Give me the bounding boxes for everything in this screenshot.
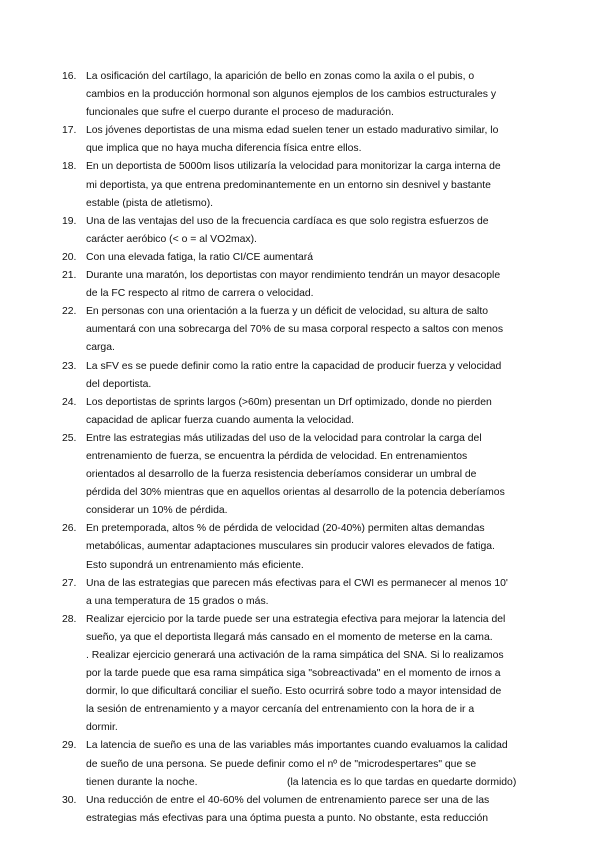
list-item (62, 792, 532, 828)
text-line: Esto supondrá un entrenamiento más eficiente. (86, 559, 304, 571)
item-number: 20. (62, 251, 77, 263)
list-item (62, 575, 532, 611)
text-line: En pretemporada, altos % de pérdida de velocidad (20-40%) permiten altas demandas (86, 523, 485, 535)
text-line: funcionales que sufre el cuerpo durante el proceso de maduración. (86, 107, 394, 119)
question-list (62, 68, 532, 828)
list-item (62, 358, 532, 394)
item-number: 17. (62, 125, 77, 137)
item-text (86, 213, 532, 249)
item-number: 27. (62, 577, 77, 589)
item-number: 19. (62, 215, 77, 227)
text-line: . Realizar ejercicio generará una activación de la rama simpática del SNA. Si lo realizamos (86, 650, 504, 661)
text-line: Realizar ejercicio por la tarde puede ser una estrategia efectiva para mejorar la latencia del (86, 613, 506, 625)
text-line: que implica que no haya mucha diferencia física entre ellos. (86, 143, 362, 155)
item-text (86, 249, 532, 267)
list-item (62, 122, 532, 158)
list-item (62, 394, 532, 430)
list-item (62, 520, 532, 574)
item-text (86, 575, 532, 611)
text-line: de la FC respecto al ritmo de carrera o velocidad. (86, 288, 314, 300)
item-number: 28. (62, 613, 77, 625)
text-line: cambios en la producción hormonal son algunos ejemplos de los cambios estructurales y (86, 89, 497, 101)
item-text (86, 68, 532, 122)
list-item (62, 267, 532, 303)
text-line: Una de las ventajas del uso de la frecuencia cardíaca es que solo registra esfuerzos de (86, 215, 489, 227)
text-line: Los jóvenes deportistas de una misma edad suelen tener un estado madurativo similar, lo (86, 125, 499, 137)
text-line: aumentará con una sobrecarga del 70% de su masa corporal respecto a saltos con menos (86, 324, 504, 336)
list-item (62, 611, 532, 738)
text-line: En un deportista de 5000m lisos utilizaría la velocidad para monitorizar la carga interna de (86, 161, 501, 173)
item-number: 21. (62, 270, 77, 282)
text-line: pérdida del 30% mientras que en aquellos orientas al desarrollo de la potencia deberíamos (86, 487, 505, 499)
text-line: La sFV es se puede definir como la ratio entre la capacidad de producir fuerza y velocidad (86, 360, 502, 372)
item-number: 30. (62, 794, 77, 806)
item-text (86, 303, 532, 357)
text-line: Una de las estrategias que parecen más efectivas para el CWI es permanecer al menos 10' (86, 577, 508, 589)
list-item (62, 68, 532, 122)
text-line: entrenamiento de fuerza, se encuentra la pérdida de velocidad. En entrenamientos (86, 450, 468, 462)
item-number: 26. (62, 523, 77, 535)
item-text (86, 158, 532, 212)
text-line: estable (pista de atletismo). (86, 197, 214, 209)
list-item (62, 213, 532, 249)
item-text (86, 430, 532, 520)
item-number: 18. (62, 161, 77, 173)
item-text (86, 394, 532, 430)
text-line: orientados al desarrollo de la fuerza resistencia deberíamos considerar un umbral de (86, 469, 477, 481)
text-line: Los deportistas de sprints largos (>60m) presentan un Drf optimizado, donde no pierden (86, 396, 492, 408)
text-line: dormir, lo que dificultará conciliar el sueño. Esto ocurrirá sobre todo a mayor intensidad de (86, 686, 502, 698)
text-line: estrategias más efectivas para una óptima puesta a punto. No obstante, esta reducción (86, 812, 489, 824)
text-line: Con una elevada fatiga, la ratio CI/CE aumentará (86, 251, 313, 263)
item-number: 16. (62, 71, 77, 82)
text-line: del deportista. (86, 378, 152, 390)
item-number: 24. (62, 396, 77, 408)
text-line: a una temperatura de 15 grados o más. (86, 595, 269, 607)
text-line: Entre las estrategias más utilizadas del uso de la velocidad para controlar la carga del (86, 432, 482, 444)
list-item (62, 737, 532, 791)
list-item (62, 249, 532, 267)
text-line: dormir. (86, 722, 118, 734)
list-item (62, 158, 532, 212)
list-item (62, 430, 532, 520)
text-line: carga. (86, 342, 115, 354)
text-line: metabólicas, aumentar adaptaciones musculares sin producir valores elevados de fatiga. (86, 541, 495, 553)
item-text (86, 358, 532, 394)
item-text (86, 520, 532, 574)
item-text (86, 611, 532, 738)
text-line: tienen durante la noche. (la latencia es lo que tardas en quedarte dormido) (86, 776, 517, 788)
text-line: considerar un 10% de pérdida. (86, 505, 228, 517)
text-line: la sesión de entrenamiento y a mayor cercanía del entrenamiento con la hora de ir a (86, 704, 475, 716)
text-line: Durante una maratón, los deportistas con mayor rendimiento tendrán un mayor desacople (86, 270, 501, 282)
text-line: capacidad de aplicar fuerza cuando aumenta la velocidad. (86, 414, 355, 426)
item-number: 22. (62, 306, 77, 318)
text-line: sueño, ya que el deportista llegará más cansado en el momento de meterse en la cama. (86, 631, 493, 643)
item-text (86, 737, 532, 791)
text-line: carácter aeróbico (< o = al VO2max). (86, 233, 257, 245)
item-number: 29. (62, 740, 77, 752)
text-line: La latencia de sueño es una de las variables más importantes cuando evaluamos la calidad (86, 740, 508, 752)
list-item (62, 303, 532, 357)
item-text (86, 792, 532, 828)
item-number: 23. (62, 360, 77, 372)
text-line: La osificación del cartílago, la aparición de bello en zonas como la axila o el pubis, o (86, 71, 475, 82)
text-line: por la tarde puede que esa rama simpática siga "sobreactivada" en el momento de irnos a (86, 668, 501, 680)
text-line: de sueño de una persona. Se puede definir como el nº de "microdespertares" que se (86, 758, 477, 770)
text-line: En personas con una orientación a la fuerza y un déficit de velocidad, su altura de salto (86, 306, 489, 318)
text-line: Una reducción de entre el 40-60% del volumen de entrenamiento parece ser una de las (86, 794, 490, 806)
item-text (86, 267, 532, 303)
item-number: 25. (62, 432, 77, 444)
item-text (86, 122, 532, 158)
text-line: mi deportista, ya que entrena predominantemente en un entorno sin desnivel y bastante (86, 179, 491, 191)
